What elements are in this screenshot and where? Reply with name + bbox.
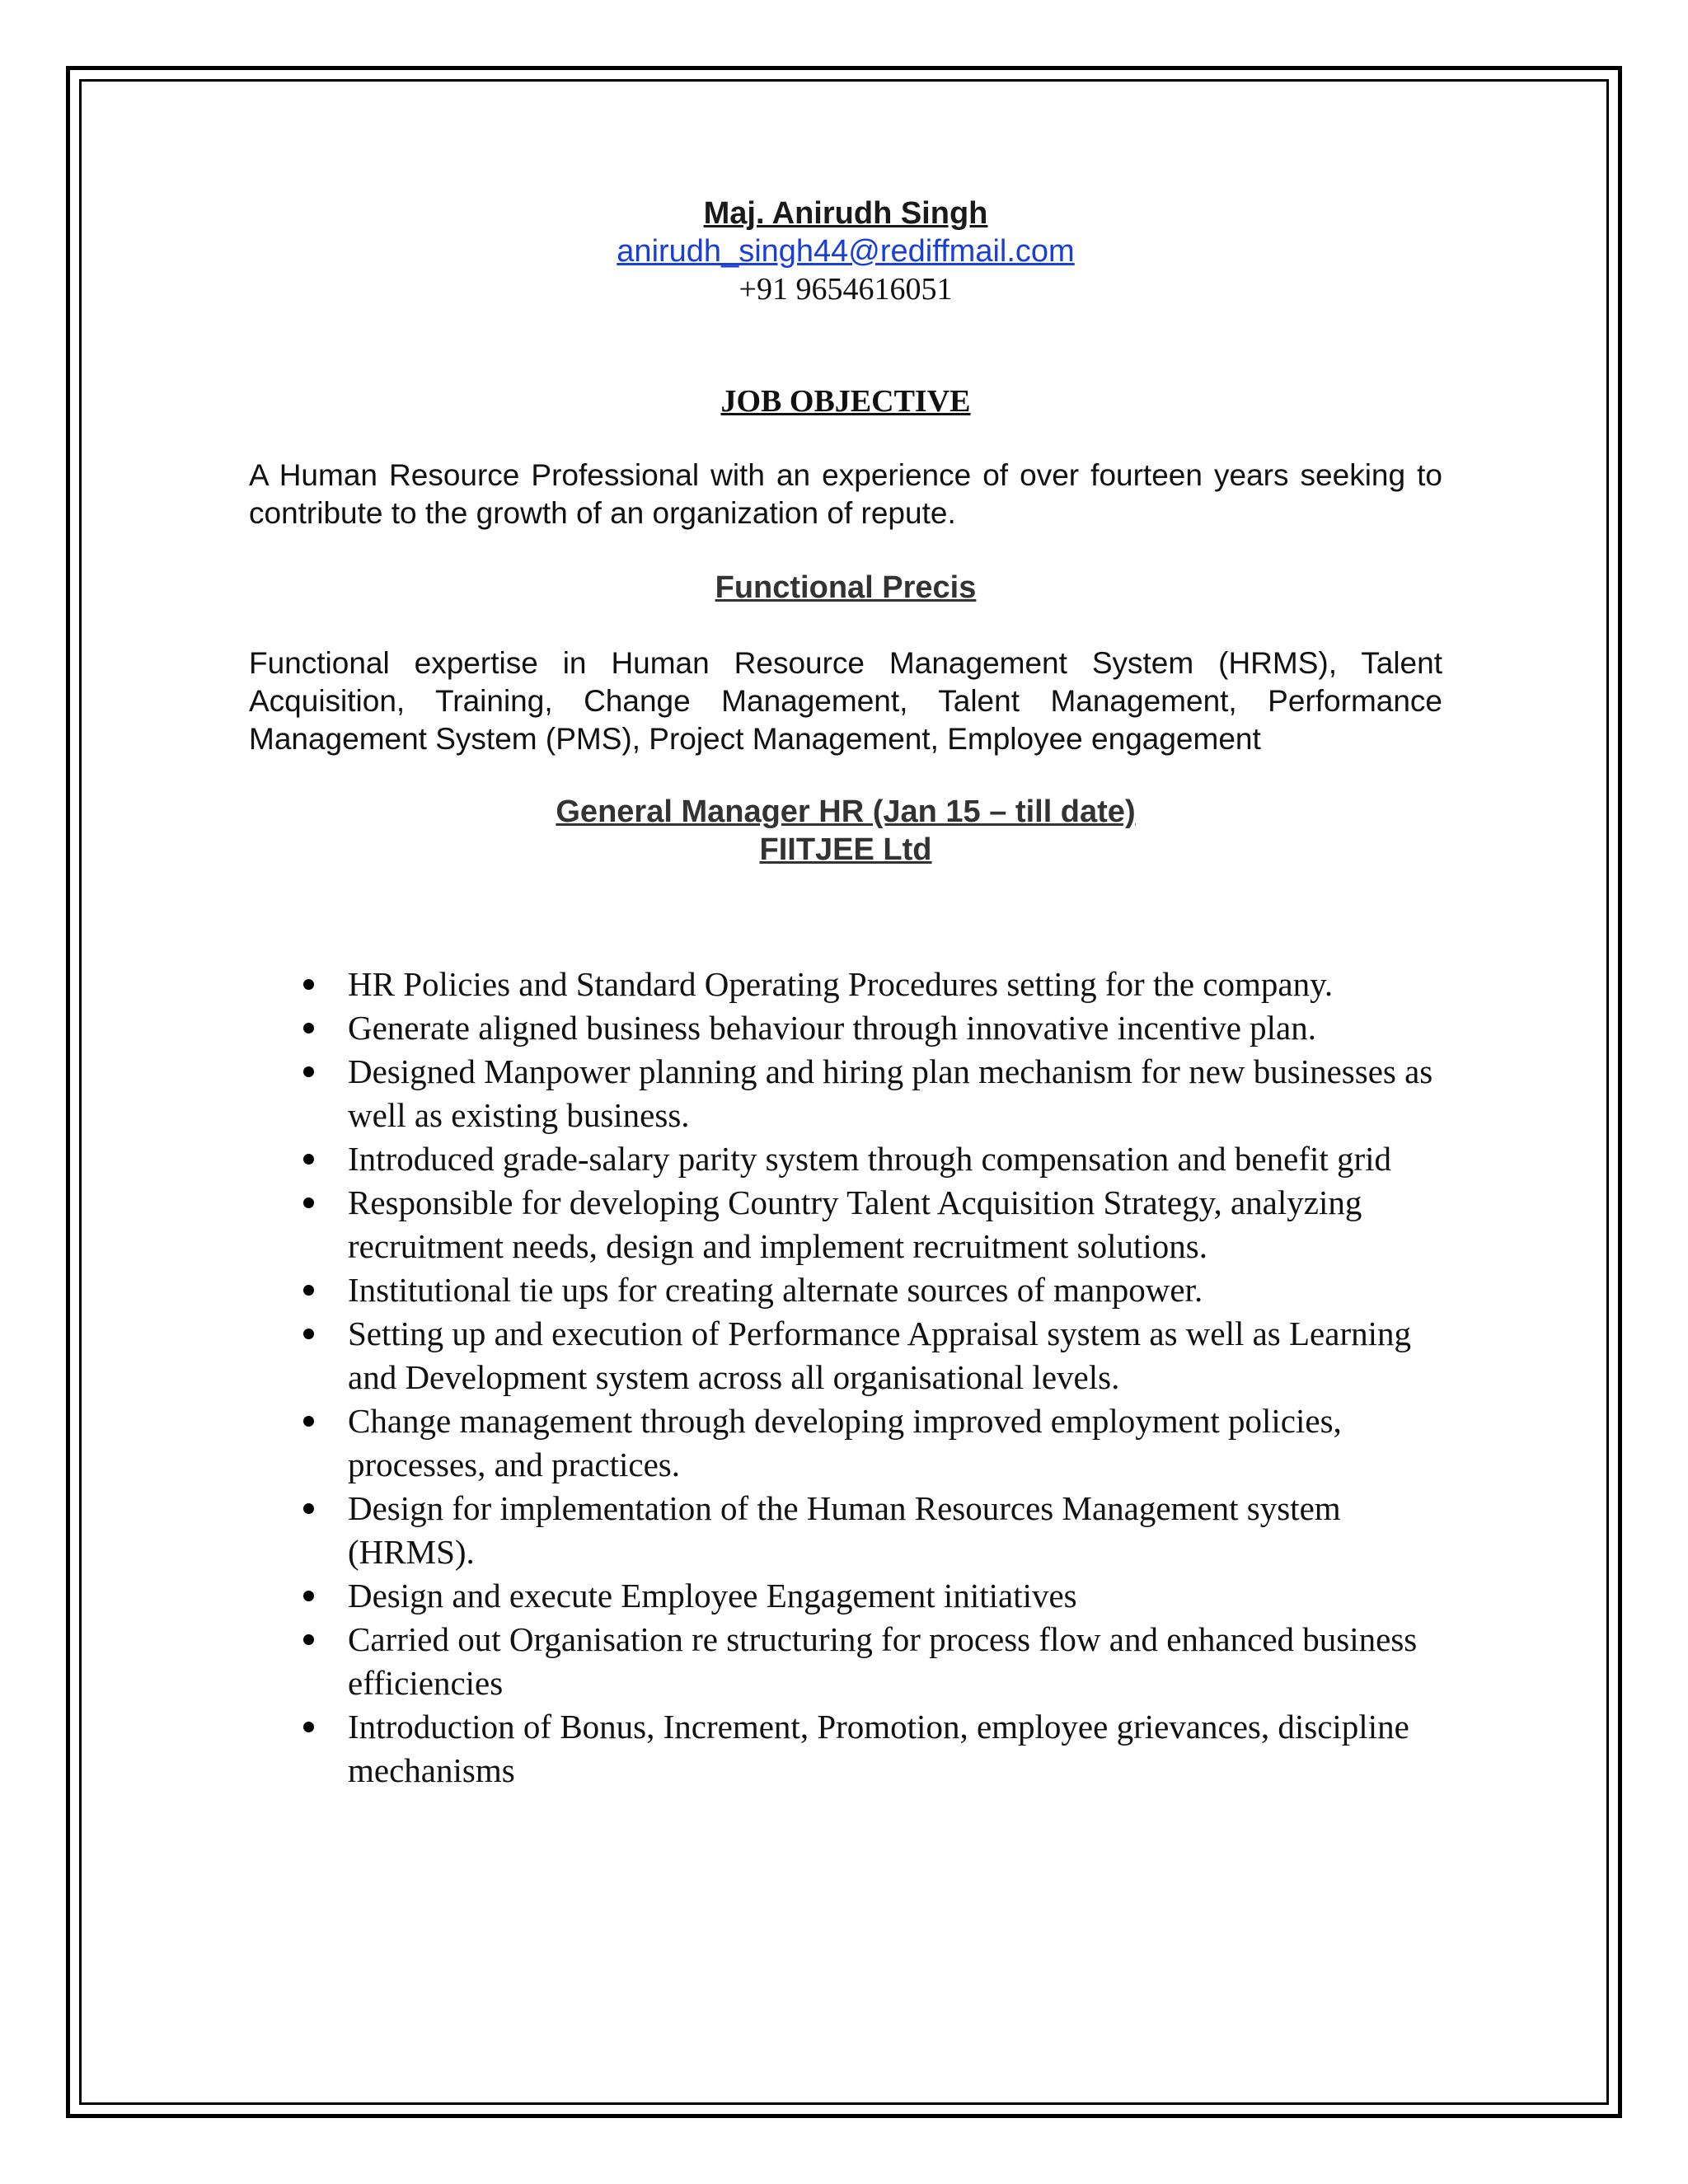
list-item [298,1006,1444,1050]
bullet-icon [303,1066,314,1077]
list-item [298,1312,1444,1399]
bullet-icon [303,1591,314,1601]
list-item-text: Design for implementation of the Human Resources Management system (HRMS). [348,1489,1341,1571]
list-item-text: Designed Manpower planning and hiring plan mechanism for new businesses as well as existing business. [348,1052,1433,1134]
list-item [298,1181,1444,1268]
bullet-icon [303,1722,314,1732]
resume-content [249,194,1442,869]
position-header [249,793,1442,869]
company-name: FIITJEE Ltd [759,832,932,867]
responsibilities-list [298,963,1444,1793]
candidate-name: Maj. Anirudh Singh [703,196,988,231]
list-item-text: Carried out Organisation re structuring for process flow and enhanced business efficiencies [348,1620,1418,1702]
job-objective-heading-wrap [249,382,1442,420]
email-link[interactable]: anirudh_singh44@rediffmail.com [617,234,1075,269]
list-item [298,1705,1444,1793]
bullet-icon [303,1197,314,1208]
bullet-icon [303,1023,314,1033]
functional-precis-heading: Functional Precis [715,570,977,605]
list-item [298,1137,1444,1181]
list-item-text: HR Policies and Standard Operating Procedures setting for the company. [348,965,1334,1003]
list-item [298,1050,1444,1137]
bullet-icon [303,1154,314,1165]
list-item-text: Institutional tie ups for creating alternate sources of manpower. [348,1271,1203,1309]
bullet-icon [303,1634,314,1645]
job-objective-heading: JOB OBJECTIVE [720,384,971,419]
list-item [298,1618,1444,1705]
list-item-text: Change management through developing improved employment policies, processes, and practices. [348,1402,1342,1483]
bullet-icon [303,1329,314,1339]
list-item [298,963,1444,1006]
phone-number: +91 9654616051 [738,272,953,307]
list-item [298,1268,1444,1312]
bullet-icon [303,979,314,990]
list-item-text: Introduction of Bonus, Increment, Promotion, employee grievances, discipline mechanisms [348,1708,1409,1789]
list-item-text: Setting up and execution of Performance Appraisal system as well as Learning and Development system across all organisational levels. [348,1315,1411,1396]
list-item [298,1574,1444,1618]
list-item-text: Generate aligned business behaviour through innovative incentive plan. [348,1009,1316,1047]
position-title: General Manager HR (Jan 15 – till date) [556,794,1136,829]
list-item-text: Introduced grade-salary parity system through compensation and benefit grid [348,1140,1392,1178]
functional-precis-heading-wrap [249,569,1442,607]
bullet-icon [303,1416,314,1427]
list-item [298,1399,1444,1487]
job-objective-text: A Human Resource Professional with an experience of over fourteen years seeking to contribute to the growth of an organization of repute. [249,458,1442,530]
bullet-icon [303,1285,314,1296]
bullet-icon [303,1503,314,1514]
list-item [298,1487,1444,1574]
list-item-text: Design and execute Employee Engagement initiatives [348,1577,1077,1615]
resume-header [249,194,1442,308]
list-item-text: Responsible for developing Country Talent Acquisition Strategy, analyzing recruitment needs, design and implement recruitment solutions. [348,1183,1362,1265]
functional-precis-text: Functional expertise in Human Resource Management System (HRMS), Talent Acquisition, Training, Change Management, Talent Management, Performance Management System (PMS), Project Management, Employee engagement [249,646,1442,756]
